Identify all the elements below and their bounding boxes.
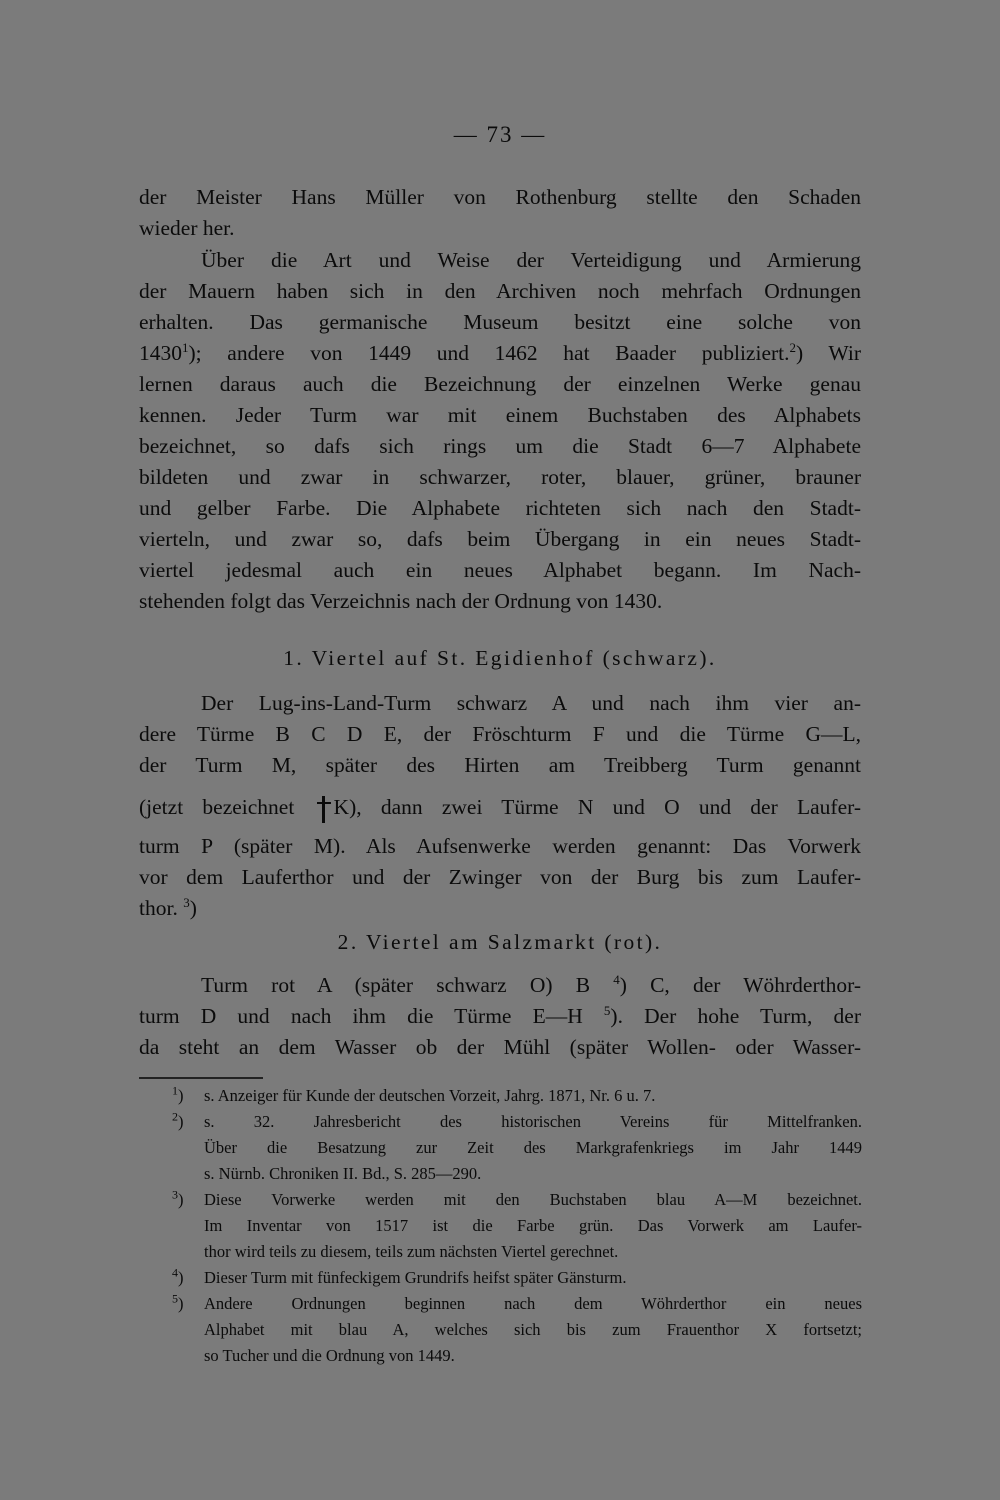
text-line: dere Türme B C D E, der Fröschturm F und die Türme G—L, (139, 722, 861, 746)
footnote-marker: $^2$) (172, 1109, 184, 1131)
footnote-1 (172, 1083, 862, 1109)
text-line: lernen daraus auch die Bezeichnung der einzelnen Werke genau (139, 372, 861, 396)
footnote-4 (172, 1265, 862, 1291)
text-fragment: ); andere von 1449 und 1462 hat Baader publiziert. (188, 341, 790, 365)
page-number: — 73 — (453, 122, 547, 147)
text-line: kennen. Jeder Turm war mit einem Buchstaben des Alphabets (139, 403, 861, 427)
footnote-5-line-3: so Tucher und die Ordnung von 1449. (204, 1346, 455, 1365)
footnote-separator (139, 1077, 263, 1079)
text-line: erhalten. Das germanische Museum besitzt eine solche von (139, 310, 861, 334)
footnote-marker: $^4$) (172, 1265, 184, 1287)
footnote-5 (172, 1291, 862, 1317)
footnote-text: Diese Vorwerke werden mit den Buchstaben blau A—M bezeichnet. (204, 1190, 862, 1209)
footnote-ref: 5 (603, 1002, 611, 1018)
footnote-ref: 1 (182, 339, 189, 355)
text-line: bezeichnet, so dafs sich rings um die Stadt 6—7 Alphabete (139, 434, 861, 458)
text-line: der Meister Hans Müller von Rothenburg stellte den Schaden (139, 185, 861, 209)
footnote-marker: $^3$) (172, 1187, 184, 1209)
text-fragment: turm D und nach ihm die Türme E—H (139, 1004, 583, 1028)
footnote-ref: 4 (613, 971, 620, 987)
text-line: stehenden folgt das Verzeichnis nach der Ordnung von 1430. (139, 589, 663, 613)
footnote-text: Dieser Turm mit fünfeckigem Grundrifs heifst später Gänsturm. (204, 1268, 627, 1287)
text-line: der Turm M, später des Hirten am Treibberg Turm genannt (139, 753, 861, 777)
text-line: der Mauern haben sich in den Archiven noch mehrfach Ordnungen (139, 279, 861, 303)
text-line: viertel jedesmal auch ein neues Alphabet begann. Im Nach- (139, 558, 861, 582)
paragraph-4 (139, 970, 861, 1063)
footnote-marker: $^1$) (172, 1083, 184, 1105)
text-line: vor dem Lauferthor und der Zwinger von der Burg bis zum Laufer- (139, 865, 861, 889)
text-line: bildeten und zwar in schwarzer, roter, blauer, grüner, brauner (139, 465, 861, 489)
text-fragment: ). Der hohe Turm, der (610, 1004, 862, 1028)
footnote-text: s. Anzeiger für Kunde der deutschen Vorzeit, Jahrg. 1871, Nr. 6 u. 7. (204, 1086, 656, 1105)
text-fragment: K), dann zwei Türme N und O und der Laufer- (333, 795, 862, 819)
footnote-3 (172, 1187, 862, 1213)
text-fragment: Turm rot A (später schwarz O) B (201, 973, 591, 997)
footnote-text: Andere Ordnungen beginnen nach dem Wöhrderthor ein neues (204, 1294, 862, 1313)
text-line (139, 1001, 861, 1032)
text-line (139, 970, 861, 1001)
text-line: und gelber Farbe. Die Alphabete richteten sich nach den Stadt- (139, 496, 861, 520)
footnote-ref: 2 (789, 339, 796, 355)
text-fragment: ) (189, 896, 197, 920)
footnote-2 (172, 1109, 862, 1135)
paragraph-3 (139, 688, 861, 924)
text-line: wieder her. (139, 216, 235, 240)
footnote-5-line-2: Alphabet mit blau A, welches sich bis zum Frauenthor X fortsetzt; (204, 1320, 862, 1339)
footnotes (172, 1083, 862, 1369)
footnote-ref: 3 (183, 894, 190, 910)
text-line (139, 338, 861, 369)
cross-symbol-icon (316, 794, 332, 825)
section-heading-1: 1. Viertel auf St. Egidienhof (schwarz). (283, 646, 717, 670)
text-fragment: (jetzt bezeichnet (139, 795, 295, 819)
paragraph-1 (139, 182, 861, 244)
footnote-3-line-3: thor wird teils zu diesem, teils zum nächsten Viertel gerechnet. (204, 1242, 619, 1261)
text-line: turm P (später M). Als Aufsenwerke werden genannt: Das Vorwerk (139, 834, 861, 858)
text-fragment: 1430 (139, 341, 182, 365)
text-line (139, 783, 861, 831)
text-line: vierteln, und zwar so, dafs beim Übergang in ein neues Stadt- (139, 527, 861, 551)
text-line: da steht an dem Wasser ob der Mühl (später Wollen- oder Wasser- (139, 1035, 861, 1059)
text-line: Über die Art und Weise der Verteidigung und Armierung (201, 248, 861, 272)
text-fragment: thor. (139, 896, 178, 920)
paragraph-2 (139, 245, 861, 617)
footnote-2-line-2: Über die Besatzung zur Zeit des Markgrafenkriegs im Jahr 1449 (204, 1138, 862, 1157)
footnote-text: s. 32. Jahresbericht des historischen Vereins für Mittelfranken. (204, 1112, 862, 1131)
footnote-2-line-3: s. Nürnb. Chroniken II. Bd., S. 285—290. (204, 1164, 482, 1183)
text-fragment: ) C, der Wöhrderthor- (619, 973, 861, 997)
text-line: Der Lug-ins-Land-Turm schwarz A und nach ihm vier an- (201, 691, 861, 715)
text-fragment: ) Wir (796, 341, 861, 365)
footnote-3-line-2: Im Inventar von 1517 ist die Farbe grün. Das Vorwerk am Laufer- (204, 1216, 862, 1235)
text-line (139, 893, 861, 924)
footnote-marker: $^5$) (172, 1291, 184, 1313)
section-heading-2: 2. Viertel am Salzmarkt (rot). (337, 930, 663, 954)
